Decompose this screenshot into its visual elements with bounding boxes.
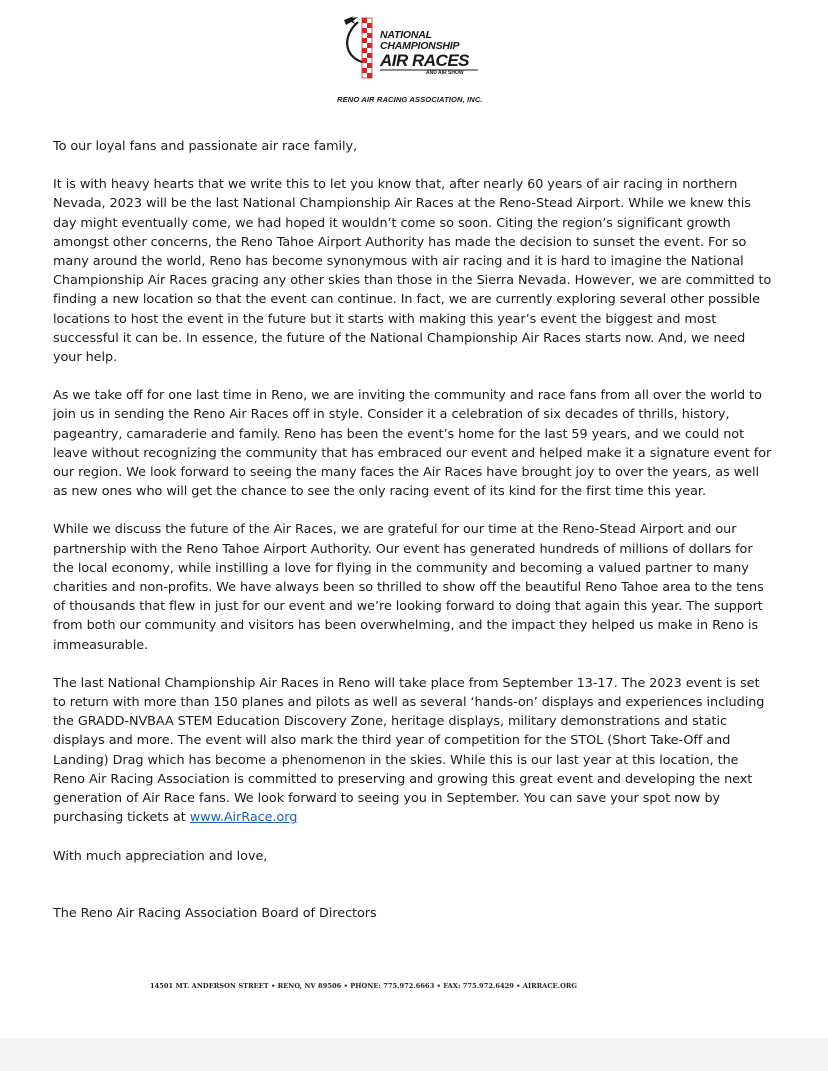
footer-address: 14501 MT. ANDERSON STREET • RENO, NV 89506 • PHONE: 775.972.6663 • FAX: 775.972.6429 • AIRRACE.ORG: [150, 982, 578, 990]
website-link[interactable]: www.AirRace.org: [189, 810, 298, 826]
paragraph-3: While we discuss the future of the Air Races, we are grateful for our time at the Reno-Stead Airport and our partnership with the Reno Tahoe Airport Authority. Our event has generated hundreds of millions of dollars for the local economy, while instilling a love for flying in the community and becoming a valued partner to many charities and non-profits. We have always been so thrilled to show off the beautiful Reno Tahoe area to the tens of thousands that flew in just for our event and we’re looking forward to doing that again this year. The support from both our community and visitors has been overwhelming, and the impact they helped us make in Reno is immeasurable.: [53, 522, 764, 653]
association-name: RENO AIR RACING ASSOCIATION, INC.: [337, 95, 483, 104]
closing: With much appreciation and love,: [53, 848, 268, 864]
paragraph-1: It is with heavy hearts that we write this to let you know that, after nearly 60 years of air racing in northern Nevada, 2023 will be the last National Championship Air Races at the Reno-Stead Airport. While we knew this day might eventually come, we had hoped it wouldn’t come so soon. Citing the region’s significant growth amongst other concerns, the Reno Tahoe Airport Authority has made the decision to sunset the event. For so many around the world, Reno has become synonymous with air racing and it is hard to imagine the National Championship Air Races gracing any other skies than those in the Sierra Nevada. However, we are committed to finding a new location so that the event can continue. In fact, we are currently exploring several other possible locations to host the event in the future but it starts with making this year’s event the biggest and most successful it can be. In essence, the future of the National Championship Air Races starts now. And, we need your help.: [53, 177, 772, 366]
checkered-pylon: [362, 18, 372, 78]
logo-line-air-show: AND AIR SHOW: [426, 70, 464, 76]
logo-wordmark: [380, 30, 469, 76]
logo-line-national: NATIONAL: [380, 29, 432, 41]
logo-line-championship: CHAMPIONSHIP: [380, 40, 460, 52]
paragraph-4: [53, 674, 773, 828]
bottom-strip: [0, 1038, 828, 1071]
paragraph-4-text: The last National Championship Air Races in Reno will take place from September 13-17. The 2023 event is set to return with more than 150 planes and pilots as well as several ‘hands-on’ displays and experiences including the GRADD-NVBAA STEM Education Discovery Zone, heritage displays, military demonstrations and static displays and more. The event will also mark the third year of competition for the STOL (Short Take-Off and Landing) Drag which has become a phenomenon in the skies. While this is our last year at this location, the Reno Air Racing Association is committed to preserving and growing this great event and developing the next generation of Air Race fans. We look forward to seeing you in September. You can save your spot now by purchasing tickets at: [53, 675, 765, 826]
signature: The Reno Air Racing Association Board of Directors: [53, 905, 377, 921]
paragraph-2: As we take off for one last time in Reno, we are inviting the community and race fans from all over the world to join us in sending the Reno Air Races off in style. Consider it a celebration of six decades of thrills, history, pageantry, camaraderie and family. Reno has been the event’s home for the last 59 years, and we could not leave without recognizing the community that has embraced our event and helped make it a signature event for our region. We look forward to seeing the many faces the Air Races have brought joy to over the years, as well as new ones who will get the chance to see the only racing event of its kind for the first time this year.: [53, 388, 772, 500]
logo-line-air-races: AIR RACES: [380, 51, 470, 70]
salutation: To our loyal fans and passionate air race family,: [53, 139, 358, 154]
letter-body: [53, 137, 773, 923]
